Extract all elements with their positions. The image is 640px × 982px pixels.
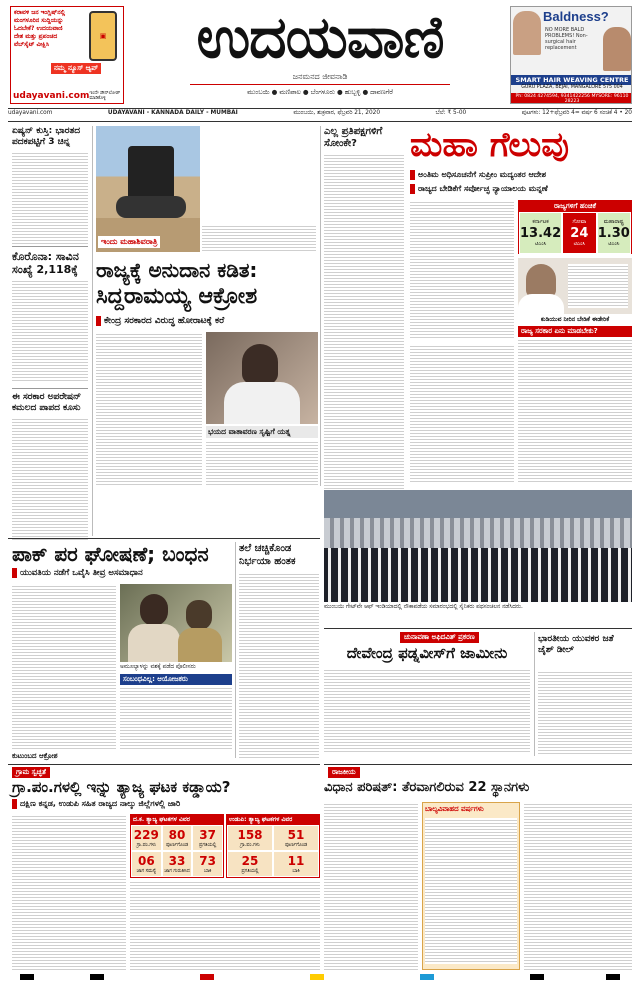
maha-q-head: ರಾಜ್ಯ ಸರಕಾರ ಏನು ಮಾಡಬೇಕು?	[518, 326, 632, 337]
ad-right-centre: SMART HAIR WEAVING CENTRE	[511, 75, 632, 85]
ad-left-app: ನಮ್ಮ ನ್ಯೂಸ್ ಆ್ಯಪ್	[51, 63, 101, 74]
ad-left[interactable]	[10, 6, 124, 104]
parishat-box-head: ಬಾಲ್ಯವಿವಾಹದ ವರ್ಷಗಳು	[425, 805, 484, 813]
gram-table-2-title: ಉಡುಪಿ: ತ್ಯಾಜ್ಯ ಘಟಕಗಳ ವಿವರ	[227, 815, 319, 825]
gram-sub-text: ದಕ್ಷಿಣ ಕನ್ನಡ, ಉಡುಪಿ ಸಹಿತ ರಾಜ್ಯದ ನಾಲ್ಕು ಜಿಲ್ಲೆಗಳಲ್ಲಿ ಜಾರಿ	[20, 799, 181, 808]
pak-photo-caption: ಅಮೂಲ್ಯಾಳನ್ನು ವಶಕ್ಕೆ ಪಡೆದ ಪೊಲೀಸರು	[120, 664, 196, 670]
col1-story-1	[12, 126, 88, 247]
ad-left-line4: ದೇಶ ಮತ್ತು ಪ್ರಪಂಚದ	[14, 33, 58, 40]
jaish-head: ಭಾರತೀಯ ಯುವಕರ ಜತೆ ಜೈಶ್ ಡೀಲ್	[538, 634, 614, 655]
fadnavis-kicker: ಚುನಾವಣಾ ಅಫಿದವಿತ್ ಪ್ರಕರಣ	[400, 632, 479, 643]
maha-sub-1-text: ಅಂತಿಮ ಅಧಿಸೂಚನೆಗೆ ಸುಪ್ರೀಂ ಮದ್ಯಂತರ ಆದೇಶ	[418, 170, 546, 179]
pak-sub	[12, 568, 232, 578]
photo-parade	[324, 490, 632, 602]
gram-t1-cell: 37 ಪ್ರಗತಿಯಲ್ಲಿ	[192, 825, 223, 851]
masthead-date: ಮುಂಬಯಿ, ಶುಕ್ರವಾರ, ಫೆಬ್ರವರಿ 21, 2020	[293, 110, 381, 116]
nirbhaya-head: ತಲೆ ಚಚ್ಚಿಕೊಂಡ ನಿರ್ಭಯಾ ಹಂತಕ	[239, 543, 296, 567]
allocation-box	[518, 200, 632, 254]
bullet-icon	[96, 316, 101, 326]
photo1-caption: ಇಂದು ಮಹಾಶಿವರಾತ್ರಿ	[98, 236, 160, 248]
gram-table-1-title: ದ.ಕ. ತ್ಯಾಜ್ಯ ಘಟಕಗಳ ವಿವರ	[131, 815, 223, 825]
gram-t1-cell: 73 ಬಾಕಿ	[192, 851, 223, 877]
bullet-icon	[12, 568, 17, 578]
col1-story-3	[12, 392, 88, 541]
masthead-url[interactable]: udayavani.com	[8, 110, 53, 116]
state-maharashtra: ಮಹಾರಾಷ್ಟ್ರ 1.30 ಟಿಎಂಸಿ	[597, 212, 631, 254]
fadnavis-head: ದೇವೇಂದ್ರ ಫ‌ಡ್ನವೀಸ್‌ಗೆ ಜಾಮೀನು	[346, 644, 508, 662]
gram-t2-cell: 25 ಪ್ರಗತಿಯಲ್ಲಿ	[227, 851, 273, 877]
maha-head: ಮಹಾ ಗೆಲುವು	[410, 125, 569, 165]
lead-sub-text: ಕೇಂದ್ರ ಸರಕಾರದ ವಿರುದ್ಧ ಹೋರಾಟಕ್ಕೆ ಕರೆ	[104, 316, 225, 326]
maha-sub-2	[410, 184, 632, 194]
photo-siddaramaiah	[206, 332, 318, 424]
ad-right-address: GURU PLAZA, BEJAI, MANGALORE 575 004	[521, 85, 623, 90]
masthead-editions: ಮುಂಬಯಿ ● ಮಣಿಪಾಲ ● ಬೆಂಗಳೂರು ● ಹುಬ್ಬಳ್ಳಿ ● ದಾವಣಗೆರೆ	[247, 88, 393, 96]
person-icon	[603, 27, 631, 71]
pak-small-head: ಕುಟುಂಬದ ಆಕ್ರೋಶ	[12, 752, 58, 760]
allocation-title: ರಾಜ್ಯಗಳಿಗೆ ಹಂಚಿಕೆ	[519, 201, 631, 212]
lead-head-1: ರಾಜ್ಯಕ್ಕೆ ಅನುದಾನ ಕಡಿತ:	[96, 258, 258, 282]
col1-story-2	[12, 250, 88, 383]
parade-caption: ಮುಂಬಯಿ ಗೇಟ್‌ವೇ ಆಫ್ ಇಂಡಿಯಾದಲ್ಲಿ ನೌಕಾಪಡೆಯ ಸಮಾರಂಭದಲ್ಲಿ ಸೈನಿಕರು ಪಥಸಂಚಲನ ನಡೆಸಿದರು.	[324, 604, 523, 610]
gram-t1-cell: 33 ಜಾಗ ಗುರುತಿಸಿದ	[162, 851, 193, 877]
parishat-box	[422, 802, 520, 970]
photo-cm	[518, 258, 632, 314]
gram-t2-cell: 51 ಪೂರ್ಣಗೊಂಡ	[273, 825, 319, 851]
col1-s3-head: ಈ ಸರಕಾರ ಅಪರೇಷನ್ ಕಮಲದ ಪಾಪದ ಕೂಸು	[12, 392, 82, 413]
person-icon	[513, 11, 541, 55]
gram-kicker: ಗ್ರಾಮ ಸ್ವಚ್ಛತೆ	[12, 767, 50, 778]
gram-table-2	[226, 814, 320, 878]
gram-t2-cell: 158 ಗ್ರಾ.ಪಂ.ಗಳು	[227, 825, 273, 851]
bullet-icon	[410, 184, 415, 194]
mid-col-head: ಎಲ್ಲ ಪ್ರತಿಪಕ್ಷಗಳಿಗೆ ಸೋಂಕೇ?	[324, 126, 383, 149]
masthead-pages: ಪುಟಗಳು: 12+ಫೆಬ್ರವರಿ 4= ವರ್ಷ 6 ಸಂಚಿಕೆ 4 • 20	[521, 110, 632, 116]
ad-right-body: NO MORE BALD PROBLEMS! Non-surgical hair replacement	[545, 27, 588, 51]
masthead-tagline: ಜನಮನದ ಜೀವನಾಡಿ	[292, 72, 348, 81]
state-karnataka: ಕರ್ನಾಟಕ 13.42 ಟಿಎಂಸಿ	[519, 212, 562, 254]
photo-shivaratri	[96, 126, 200, 252]
ad-left-line3: ಓದಬೇಕೆ? ಉದಯವಾಣಿ	[14, 25, 63, 32]
gram-head: ಗ್ರಾ.ಪಂ.ಗಳಲ್ಲಿ ಇನ್ನು ತ್ಯಾಜ್ಯ ಘಟಕ ಕಡ್ಡಾಯ?	[12, 778, 231, 796]
state-goa: ಗೋವಾ 24 ಟಿಎಂಸಿ	[562, 212, 596, 254]
ad-right[interactable]	[510, 6, 632, 104]
maha-cm-caption: ಕುಡಿಯುವ ನೀರಿನ ಬೇಡಿಕೆ ಈಡೇರಿಕೆ	[540, 316, 610, 323]
pak-box-head: ಸಂಬಂಧವಿಲ್ಲ: ಆಯೋಜಕರು	[120, 674, 232, 685]
gram-sub	[12, 799, 320, 809]
parishat-head: ವಿಧಾನ ಪರಿಷತ್: ತೆರವಾಗಲಿರುವ 22 ಸ್ಥಾನಗಳು	[324, 780, 530, 795]
col1-s2-head: ಕೊರೊನಾ: ಸಾವಿನ ಸಂಖ್ಯೆ 2,118ಕ್ಕೆ	[12, 250, 79, 276]
lead-photo-caption: ಭಯದ ವಾತಾವರಣ ಸೃಷ್ಟಿಗೆ ಯತ್ನ	[206, 426, 318, 438]
pak-head: ಪಾಕ್ ಪರ ಘೋಷಣೆ; ಬಂಧನ	[12, 542, 209, 566]
masthead-price: ಬೆಲೆ: ₹ 5-00	[435, 110, 467, 116]
photo-amulya	[120, 584, 232, 662]
ad-right-title: Baldness?	[543, 9, 609, 24]
ad-left-brand: ಇಂದೇ ಡೌನ್‌ಲೋಡ್ ಮಾಡಿಕೊಳ್ಳಿ	[89, 91, 121, 101]
ad-left-logo: udayavani.com	[13, 91, 90, 101]
ad-right-phone: Ph: 0824 4274594, 9341422256 MYSORE: 96110 28223	[511, 93, 632, 104]
gram-t1-cell: 06 ಜಾಗ ಸಮಸ್ಯೆ	[131, 851, 162, 877]
lead-sub	[96, 316, 320, 326]
ad-left-line2: ಮಂಗಳೂರಿನ ಸುದ್ದಿಯನ್ನು	[14, 17, 64, 24]
ad-left-line5: ವೆಬ್‌ಸೈಟ್ ವೀಕ್ಷಿಸಿ	[14, 41, 50, 48]
parishat-kicker: ರಾಜಕೀಯ	[328, 767, 360, 778]
pak-sub-text: ಯುವತಿಯ ನಡೆಗೆ ಒವೈಸಿ ತೀವ್ರ ಅಸಮಾಧಾನ	[20, 568, 143, 578]
mid-story	[324, 126, 404, 491]
lead-head-2: ಸಿದ್ದರಾಮಯ್ಯ ಆಕ್ರೋಶ	[96, 284, 258, 309]
col1-s1-head: ಏಷ್ಯನ್ ಕುಸ್ತಿ: ಭಾರತದ ಪದಕಪಟ್ಟಿಗೆ 3 ಚಿನ್ನ	[12, 126, 81, 147]
gram-t1-cell: 229 ಗ್ರಾ.ಪಂ.ಗಳು	[131, 825, 162, 851]
gram-table-1	[130, 814, 224, 878]
ad-left-line1: ಕರಾವಳಿ ಜನ ಇಂಗ್ಲಿಷ್‌ನಲ್ಲಿ	[14, 9, 66, 16]
gram-t2-cell: 11 ಬಾಕಿ	[273, 851, 319, 877]
masthead-title: ಉದಯವಾಣಿ	[196, 3, 444, 71]
bullet-icon	[410, 170, 415, 180]
maha-sub-1	[410, 170, 632, 180]
gram-t1-cell: 80 ಪೂರ್ಣಗೊಂಡ	[162, 825, 193, 851]
masthead-paper-name: UDAYAVANI - KANNADA DAILY - MUMBAI	[107, 110, 238, 116]
bullet-icon	[12, 799, 17, 809]
maha-sub-2-text: ರಾಜ್ಯದ ಬೇಡಿಕೆಗೆ ಸರ್ವೋಚ್ಛ ನ್ಯಾಯಾಲಯ ಮನ್ನಣೆ	[418, 184, 548, 193]
phone-icon: ▣	[89, 11, 117, 61]
